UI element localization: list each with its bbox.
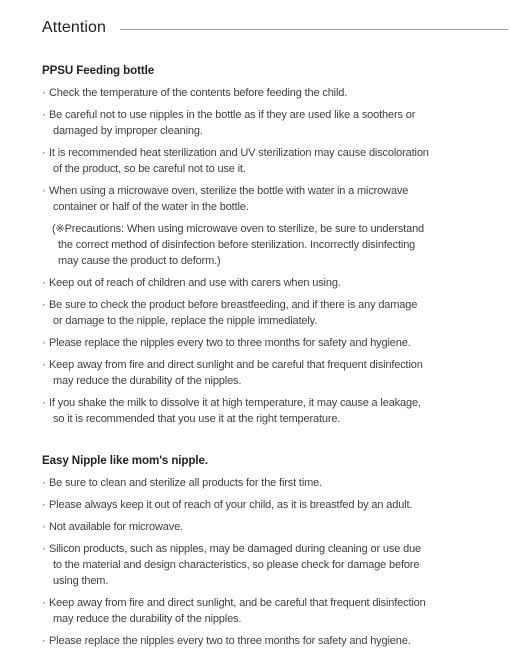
note-text-line: may cause the product to deform.): [58, 255, 221, 267]
item-text-line: Be sure to clean and sterilize all products for the first time.: [49, 477, 323, 489]
item-text-line: Be careful not to use nipples in the bottle as if they are used like a soothers or: [49, 109, 416, 121]
item-text-line: so it is recommended that you use it at the right temperature.: [53, 413, 341, 425]
attention-header: [42, 15, 508, 41]
item-text-line: container or half of the water in the bottle.: [53, 201, 249, 213]
item-list: [42, 275, 492, 427]
item-list: [42, 475, 492, 649]
section-easy-nipple: [42, 454, 492, 655]
bullet-dot: ·: [42, 597, 46, 609]
item-text-line: to the material and design characteristics, so please check for damage before: [53, 559, 420, 571]
item-text-line: Be sure to check the product before breastfeeding, and if there is any damage: [49, 299, 418, 311]
bullet-dot: ·: [42, 499, 46, 511]
item-text-line: Please always keep it out of reach of your child, as it is breastfed by an adult.: [49, 499, 413, 511]
item-list: [42, 85, 492, 215]
item-text-line: Keep out of reach of children and use with carers when using.: [49, 277, 341, 289]
bullet-dot: ·: [42, 87, 46, 99]
list-item: [42, 633, 492, 649]
item-text-line: may reduce the durability of the nipples.: [53, 375, 242, 387]
list-item: [42, 335, 492, 351]
bullet-dot: ·: [42, 521, 46, 533]
item-text-line: may reduce the durability of the nipples.: [53, 613, 242, 625]
list-item: [42, 475, 492, 491]
item-text-line: Silicon products, such as nipples, may be damaged during cleaning or use due: [49, 543, 421, 555]
item-text-line: It is recommended heat sterilization and UV sterilization may cause discoloration: [49, 147, 429, 159]
bullet-dot: ·: [42, 359, 46, 371]
section-title: PPSU Feeding bottle: [42, 64, 155, 77]
item-text-line: Keep away from fire and direct sunlight and be careful that frequent disinfection: [49, 359, 423, 371]
bullet-dot: ·: [42, 635, 46, 647]
bullet-dot: ·: [42, 277, 46, 289]
item-text-line: When using a microwave oven, sterilize the bottle with water in a microwave: [49, 185, 409, 197]
item-text-line: Keep away from fire and direct sunlight, and be careful that frequent disinfection: [49, 597, 426, 609]
list-item: [42, 595, 492, 627]
item-text-line: Please replace the nipples every two to three months for safety and hygiene.: [49, 635, 411, 647]
list-item: [42, 541, 492, 589]
bullet-dot: ·: [42, 109, 46, 121]
item-text-line: damaged by improper cleaning.: [53, 125, 203, 137]
note-text-line: the correct method of disinfection before sterilization. Incorrectly disinfecting: [58, 239, 416, 251]
precaution-note: [42, 221, 492, 269]
list-item: [42, 297, 492, 329]
list-item: [42, 357, 492, 389]
bullet-dot: ·: [42, 477, 46, 489]
bullet-dot: ·: [42, 185, 46, 197]
list-item: [42, 519, 492, 535]
item-text-line: If you shake the milk to dissolve it at high temperature, it may cause a leakage,: [49, 397, 421, 409]
header-divider: [120, 29, 508, 30]
list-item: [42, 145, 492, 177]
bullet-dot: ·: [42, 337, 46, 349]
bullet-dot: ·: [42, 147, 46, 159]
list-item: [42, 497, 492, 513]
item-text-line: Not available for microwave.: [49, 521, 183, 533]
note-text-line: (※Precautions: When using microwave oven to sterilize, be sure to understand: [52, 223, 425, 235]
bullet-dot: ·: [42, 299, 46, 311]
item-text-line: using them.: [53, 575, 109, 587]
list-item: [42, 183, 492, 215]
list-item: [42, 107, 492, 139]
list-item: [42, 395, 492, 427]
item-text-line: Please replace the nipples every two to three months for safety and hygiene.: [49, 337, 411, 349]
bullet-dot: ·: [42, 397, 46, 409]
section-ppsu-feeding-bottle: [42, 64, 492, 433]
item-text-line: Check the temperature of the contents before feeding the child.: [49, 87, 348, 99]
item-text-line: or damage to the nipple, replace the nipple immediately.: [53, 315, 318, 327]
section-title: Easy Nipple like mom's nipple.: [42, 454, 208, 467]
list-item: [42, 275, 492, 291]
list-item: [42, 85, 492, 101]
bullet-dot: ·: [42, 543, 46, 555]
item-text-line: of the product, so be careful not to use it.: [53, 163, 246, 175]
page-title: Attention: [42, 19, 107, 36]
